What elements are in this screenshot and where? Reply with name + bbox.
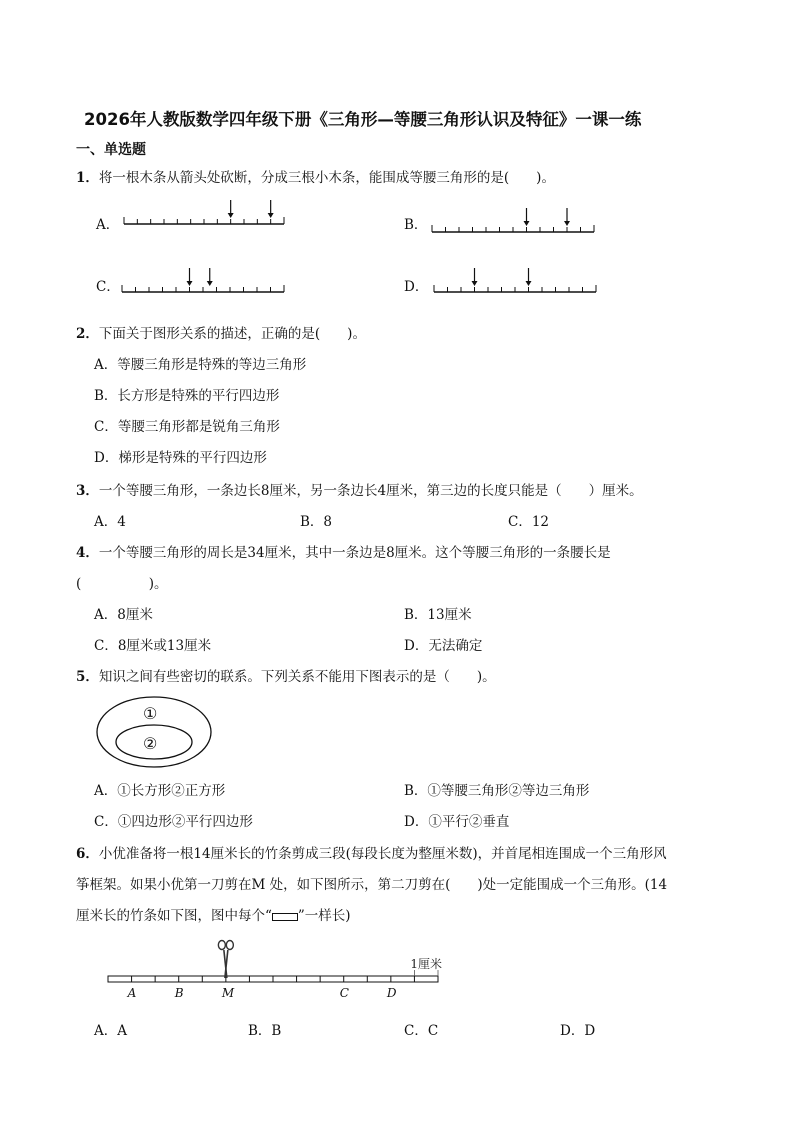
question-text: 一个等腰三角形的周长是34厘米，其中一条边是8厘米。这个等腰三角形的一条腰长是 xyxy=(98,545,611,561)
point-label-b: B xyxy=(174,986,184,1000)
section-heading: 一、单选题 xyxy=(76,142,146,158)
option-a-label: A． xyxy=(96,217,120,233)
outer-set-label: ① xyxy=(143,704,158,723)
option-a: A．A xyxy=(94,1023,127,1039)
option-d-label: D． xyxy=(404,279,429,295)
cut-arrow-head xyxy=(268,213,274,218)
option-b: B．B xyxy=(248,1023,282,1039)
answer-blank: ( )。 xyxy=(76,576,168,592)
option-d: D．无法确定 xyxy=(404,638,483,654)
cut-arrow-head xyxy=(187,281,193,286)
option-c: C．①四边形②平行四边形 xyxy=(94,814,253,830)
page-title: 2026年人教版数学四年级下册《三角形—等腰三角形认识及特征》一课一练 xyxy=(84,110,642,129)
stick-diagram-d xyxy=(434,270,596,298)
question-1 xyxy=(76,166,555,186)
option-b: B．8 xyxy=(300,514,333,530)
cut-arrow-head xyxy=(207,281,213,286)
question-number: 3． xyxy=(76,483,99,499)
question-text: 小优准备将一根14厘米长的竹条剪成三段(每段长度为整厘米数)，并首尾相连围成一个三角形风 xyxy=(98,846,667,862)
option-c: C．等腰三角形都是锐角三角形 xyxy=(94,419,280,435)
option-d: D．梯形是特殊的平行四边形 xyxy=(94,450,267,466)
cut-arrow-head xyxy=(564,221,570,226)
cut-arrow-head xyxy=(526,281,532,286)
question-text: 一个等腰三角形，一条边长8厘米，另一条边长4厘米，第三边的长度只能是（ ）厘米。 xyxy=(98,483,643,499)
option-c: C．8厘米或13厘米 xyxy=(94,638,212,654)
question-6-line-2: 筝框架。如果小优第一刀剪在M 处，如下图所示，第二刀剪在( )处一定能围成一个三角形。(14 xyxy=(76,877,668,893)
stick-diagram-c xyxy=(122,270,284,298)
question-number: 1． xyxy=(76,170,99,186)
question-4 xyxy=(76,541,611,561)
question-number: 5． xyxy=(76,669,99,685)
question-3 xyxy=(76,479,643,499)
question-number: 6． xyxy=(76,846,99,862)
option-a: A．等腰三角形是特殊的等边三角形 xyxy=(94,357,307,373)
bamboo-strip-diagram xyxy=(108,940,443,1002)
option-c-label: C． xyxy=(96,279,120,295)
option-a: A．8厘米 xyxy=(94,607,153,623)
unit-label: 1厘米 xyxy=(410,957,443,971)
cut-arrow-head xyxy=(524,221,530,226)
question-5 xyxy=(76,665,496,685)
option-a: A．①长方形②正方形 xyxy=(94,783,226,799)
question-text: 将一根木条从箭头处砍断，分成三根小木条，能围成等腰三角形的是( )。 xyxy=(98,170,555,186)
option-b: B．①等腰三角形②等边三角形 xyxy=(404,783,590,799)
question-6-line-3 xyxy=(76,904,351,924)
question-text: 下面关于图形关系的描述，正确的是( )。 xyxy=(98,326,366,342)
question-text: 知识之间有些密切的联系。下列关系不能用下图表示的是（ )。 xyxy=(98,669,496,685)
unit-segment-symbol xyxy=(272,913,298,921)
option-b-label: B． xyxy=(404,217,428,233)
point-label-a: A xyxy=(127,986,137,1000)
cut-arrow-head xyxy=(228,213,234,218)
stick-diagram-a xyxy=(124,204,284,232)
option-b: B．13厘米 xyxy=(404,607,472,623)
option-b: B．长方形是特殊的平行四边形 xyxy=(94,388,280,404)
scissors-handle xyxy=(218,941,225,950)
text-segment: ”一样长) xyxy=(297,908,351,924)
text-segment: 厘米长的竹条如下图，图中每个“ xyxy=(76,908,272,924)
cut-arrow-head xyxy=(472,281,478,286)
inner-set-label: ② xyxy=(143,734,158,753)
option-d: D．①平行②垂直 xyxy=(404,814,510,830)
question-6 xyxy=(76,842,667,862)
point-label-m: M xyxy=(221,986,235,1000)
option-d: D．D xyxy=(560,1023,596,1039)
scissors-handle xyxy=(226,941,233,950)
question-number: 4． xyxy=(76,545,99,561)
point-label-d: D xyxy=(386,986,397,1000)
option-c: C．C xyxy=(404,1023,439,1039)
stick-diagram-b xyxy=(432,208,594,236)
question-number: 2． xyxy=(76,326,99,342)
question-2 xyxy=(76,322,366,342)
option-c: C．12 xyxy=(508,514,550,530)
option-a: A．4 xyxy=(94,514,126,530)
point-label-c: C xyxy=(339,986,349,1000)
